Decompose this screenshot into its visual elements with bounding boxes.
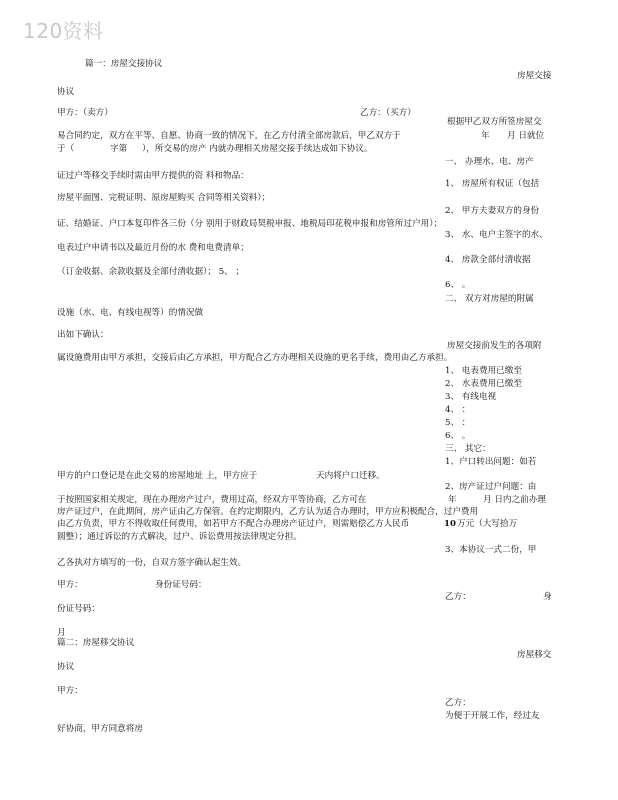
list-item: 5、 ：: [445, 418, 471, 428]
list-item: 1、 房屋所有权证（包括: [445, 179, 540, 189]
signature-party-a: 甲方：: [57, 580, 83, 590]
section-heading: 二、 双方对房屋的附属: [445, 294, 534, 304]
signature-party-b: 乙方：: [445, 592, 471, 602]
body-line: 于按照国家相关规定，现在办理房产过户，费用过高，经双方平等协商，乙方可在: [57, 495, 367, 505]
body-line: 易合同约定，双方在平等、自愿、协商一致的情况下，在乙方付清全部房款后，甲乙双方于: [57, 131, 401, 141]
list-item: 3、 水、电户主签字的水、: [445, 230, 548, 240]
signature-id-prefix: 身: [543, 592, 552, 602]
party-b-buyer: 乙方：（买方）: [360, 108, 416, 118]
body-line: 于（: [57, 144, 75, 154]
list-item: 2、 水表费用已缴至: [445, 379, 522, 389]
body-line: 乙各执对方填写的一份，自双方签字确认起生效。: [57, 558, 247, 568]
list-item: 6、 。: [445, 280, 471, 290]
body-line: 甲方的户口登记是在此交易的房屋地址 上，甲方应于: [57, 471, 258, 481]
body-line: ），所交易的房产 内就办理相关房屋交接手续达成如下协议。: [142, 144, 373, 154]
article-two-title-cont: 协议: [57, 662, 75, 672]
body-line: 房产证过户，在此期间，房产证由乙方保管。在约定期限内，乙方认为适合办理时，甲方应积极配合，过户费用: [57, 507, 479, 517]
agreement-title-cont: 协议: [57, 87, 75, 97]
body-blank: 月 日就位: [507, 131, 545, 141]
article-two-title: 篇二：房屋移交协议: [57, 638, 135, 648]
body-line: 属设施费用由甲方承担，交接后由乙方承担，甲方配合乙方办理相关设施的更名手续，费用由乙方承担。: [57, 353, 453, 363]
body-blank: 年: [448, 495, 457, 505]
section-heading: 一、 办理水、电、房产: [445, 157, 534, 167]
body-line: 天内将户口迁移。: [316, 471, 385, 481]
signature-id-number: 身份证号码：: [155, 580, 207, 590]
body-line: 房屋平面图、完税证明、原房屋购买 合同等相关资料）；: [57, 193, 271, 203]
article-two-title-right: 房屋移交: [517, 650, 552, 660]
list-item: 4、 房款全部付清收据: [445, 255, 531, 265]
list-item: 1、户口转出问题：如若: [445, 457, 537, 467]
body-line: 证、结婚证、户口本复印件各三份（分 别用于财政局契税申报、地税局印花税申报和房管所过户用）；: [57, 219, 443, 229]
section-heading: 三、 其它：: [445, 444, 491, 454]
body-line: 好协商，甲方同意将房: [57, 724, 143, 734]
party-a-seller: 甲方：（卖方）: [57, 108, 113, 118]
signature-month: 月: [57, 628, 66, 638]
body-line: 由乙方负责，甲方不得收取任何费用，如若甲方不配合办理房产证过户，则需赔偿乙方人民币: [57, 519, 410, 529]
body-blank: 年: [481, 131, 490, 141]
right-column-text: 为便于开展工作，经过友: [445, 711, 540, 721]
article-one-title: 篇一：房屋交接协议: [85, 59, 163, 69]
body-line: 出如下确认：: [57, 330, 109, 340]
list-item: 2、 甲方夫妻双方的身份: [445, 206, 540, 216]
agreement-title-right: 房屋交接: [517, 71, 552, 81]
body-line: 设施（水、电、有线电视等）的情况做: [57, 308, 204, 318]
body-line: （订金收据、余款收据及全部付清收据）； 5、 ；: [57, 267, 245, 277]
right-column-text: 房屋交接前发生的各项附: [447, 341, 542, 351]
list-item: 2、房产证过户问题：由: [445, 482, 537, 492]
right-column-text: 根据甲乙双方所签房屋交: [447, 117, 542, 127]
compensation-amount: 10: [444, 519, 456, 529]
body-line: 月 日内之前办理: [483, 495, 546, 505]
article-two-party-a: 甲方：: [57, 686, 83, 696]
list-item: 3、 有线电视: [445, 392, 497, 402]
body-line: 圆整）；通过诉讼的方式解决，过户、诉讼费用按法律规定分担。: [57, 532, 302, 542]
article-two-party-b: 乙方：: [445, 698, 471, 708]
body-blank: 字第: [110, 144, 128, 154]
body-line: 万元（大写拾万: [457, 519, 518, 529]
list-item: 4、 ：: [445, 405, 471, 415]
body-line: 电表过户申请书以及最近月份的水 费和电费清单；: [57, 243, 249, 253]
body-line: 证过户等移交手续时需由甲方提供的资 料和物品：: [57, 171, 249, 181]
signature-id-number-2: 份证号码：: [57, 604, 100, 614]
watermark-logo: 120资料: [23, 19, 104, 43]
list-item: 1、 电表费用已缴至: [445, 366, 522, 376]
list-item: 6、 。: [445, 431, 471, 441]
list-item: 3、本协议一式二份，甲: [445, 545, 537, 555]
